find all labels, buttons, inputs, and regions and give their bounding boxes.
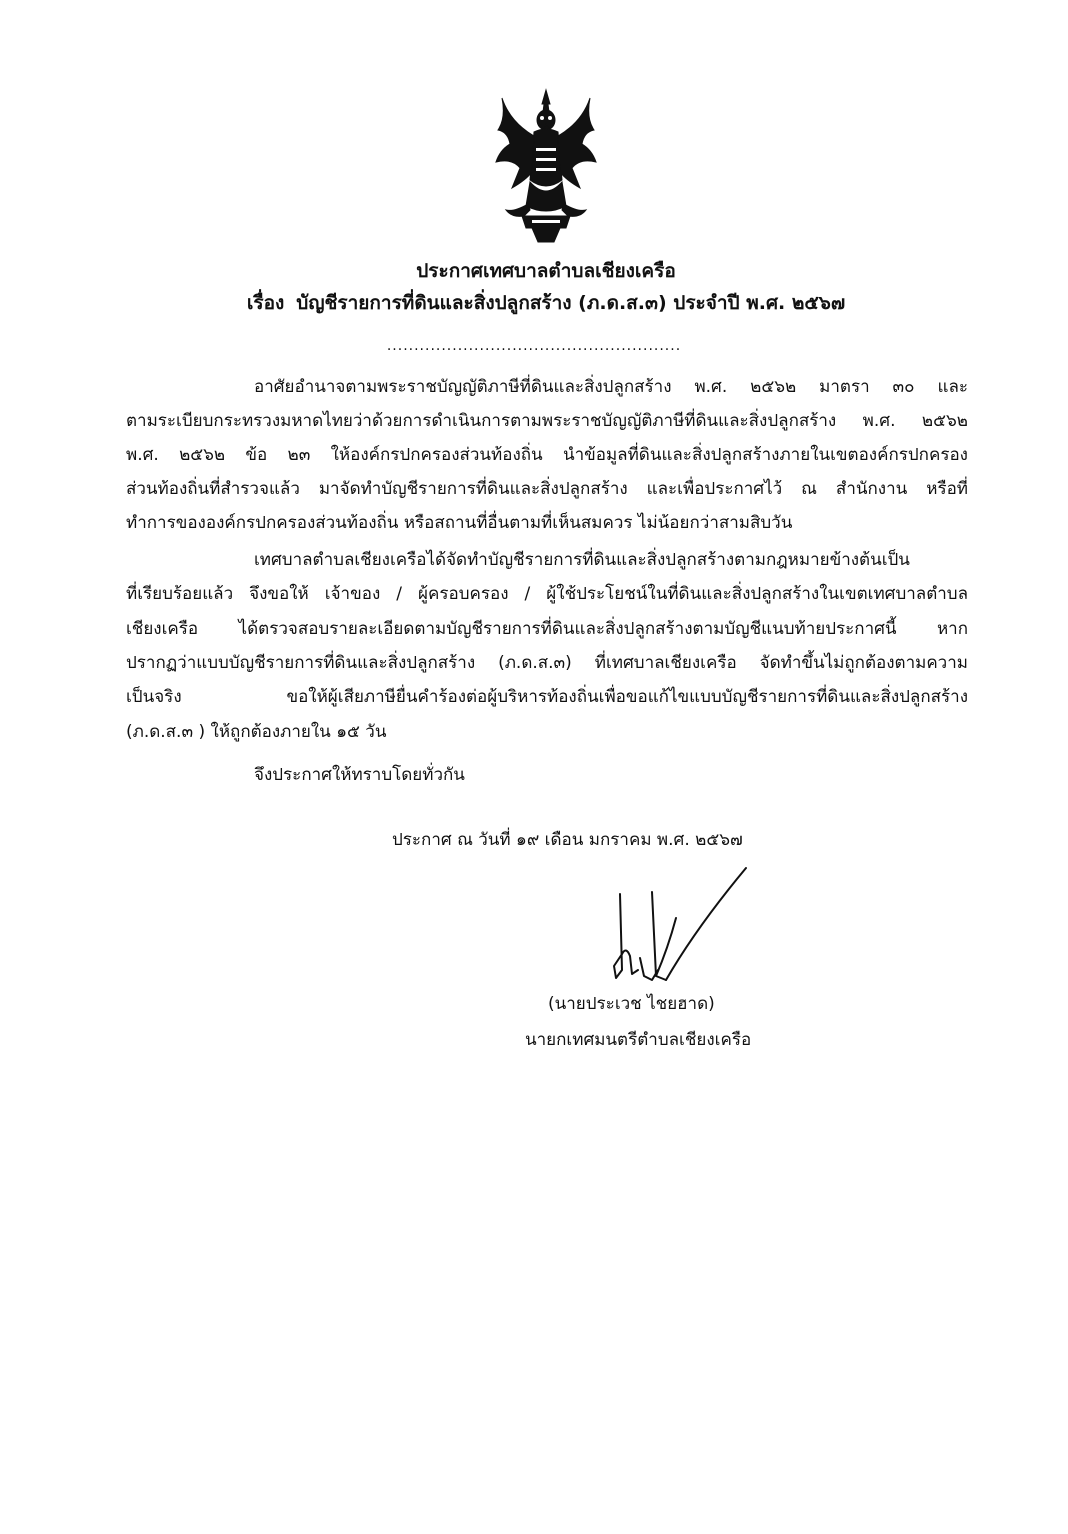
signer-position: นายกเทศมนตรีตำบลเชียงเครือ [525,1030,752,1050]
paragraph-2-line-3: เชียงเครือ ได้ตรวจสอบรายละเอียดตามบัญชีรายการที่ดินและสิ่งปลูกสร้างตามบัญชีแนบท้ายประกาศนี้ หาก [126,619,968,639]
announcement-date: ประกาศ ณ วันที่ ๑๙ เดือน มกราคม พ.ศ. ๒๕๖๗ [392,830,743,850]
paragraph-2-line-6: (ภ.ด.ส.๓ ) ให้ถูกต้องภายใน ๑๕ วัน [126,722,387,742]
header-divider: ...................................................... [386,338,682,354]
announcement-title: ประกาศเทศบาลตำบลเชียงเครือ [416,260,676,282]
subject-text: บัญชีรายการที่ดินและสิ่งปลูกสร้าง (ภ.ด.ส.๓) ประจำปี พ.ศ. ๒๕๖๗ [296,292,846,314]
signature-mark [596,858,776,988]
paragraph-1-line-3: พ.ศ. ๒๕๖๒ ข้อ ๒๓ ให้องค์กรปกครองส่วนท้องถิ่น นำข้อมูลที่ดินและสิ่งปลูกสร้างภายในเขตองค์กรปกครอง [126,445,968,465]
paragraph-2-line-1: เทศบาลตำบลเชียงเครือได้จัดทำบัญชีรายการที่ดินและสิ่งปลูกสร้างตามกฎหมายข้างต้นเป็น [254,550,910,570]
paragraph-1-line-4: ส่วนท้องถิ่นที่สำรวจแล้ว มาจัดทำบัญชีรายการที่ดินและสิ่งปลูกสร้าง และเพื่อประกาศไว้ ณ สำนักงาน หรือที่ [126,479,968,499]
announcement-subject [12,290,1068,316]
signer-name: (นายประเวช ไชยฮาด) [548,994,715,1014]
closing-statement: จึงประกาศให้ทราบโดยทั่วกัน [254,765,465,785]
paragraph-1-line-5: ทำการขององค์กรปกครองส่วนท้องถิ่น หรือสถานที่อื่นตามที่เห็นสมควร ไม่น้อยกว่าสามสิบวัน [126,513,793,533]
garuda-emblem-icon [492,88,600,244]
paragraph-2-line-2: ที่เรียบร้อยแล้ว จึงขอให้ เจ้าของ / ผู้ครอบครอง / ผู้ใช้ประโยชน์ในที่ดินและสิ่งปลูกสร้างในเขตเทศบาลตำบล [126,584,968,604]
paragraph-2-line-5: เป็นจริง ขอให้ผู้เสียภาษียื่นคำร้องต่อผู้บริหารท้องถิ่นเพื่อขอแก้ไขแบบบัญชีรายการที่ดินและสิ่งปลูกสร้าง [126,687,968,707]
paragraph-2-line-4: ปรากฏว่าแบบบัญชีรายการที่ดินและสิ่งปลูกสร้าง (ภ.ด.ส.๓) ที่เทศบาลเชียงเครือ จัดทำขึ้นไม่ถูกต้องตามความ [126,653,968,673]
paragraph-1-line-2: ตามระเบียบกระทรวงมหาดไทยว่าด้วยการดำเนินการตามพระราชบัญญัติภาษีที่ดินและสิ่งปลูกสร้าง พ.ศ. ๒๕๖๒ [126,411,968,431]
paragraph-1-line-1: อาศัยอำนาจตามพระราชบัญญัติภาษีที่ดินและสิ่งปลูกสร้าง พ.ศ. ๒๕๖๒ มาตรา ๓๐ และ [254,377,968,397]
subject-label: เรื่อง [246,292,285,314]
